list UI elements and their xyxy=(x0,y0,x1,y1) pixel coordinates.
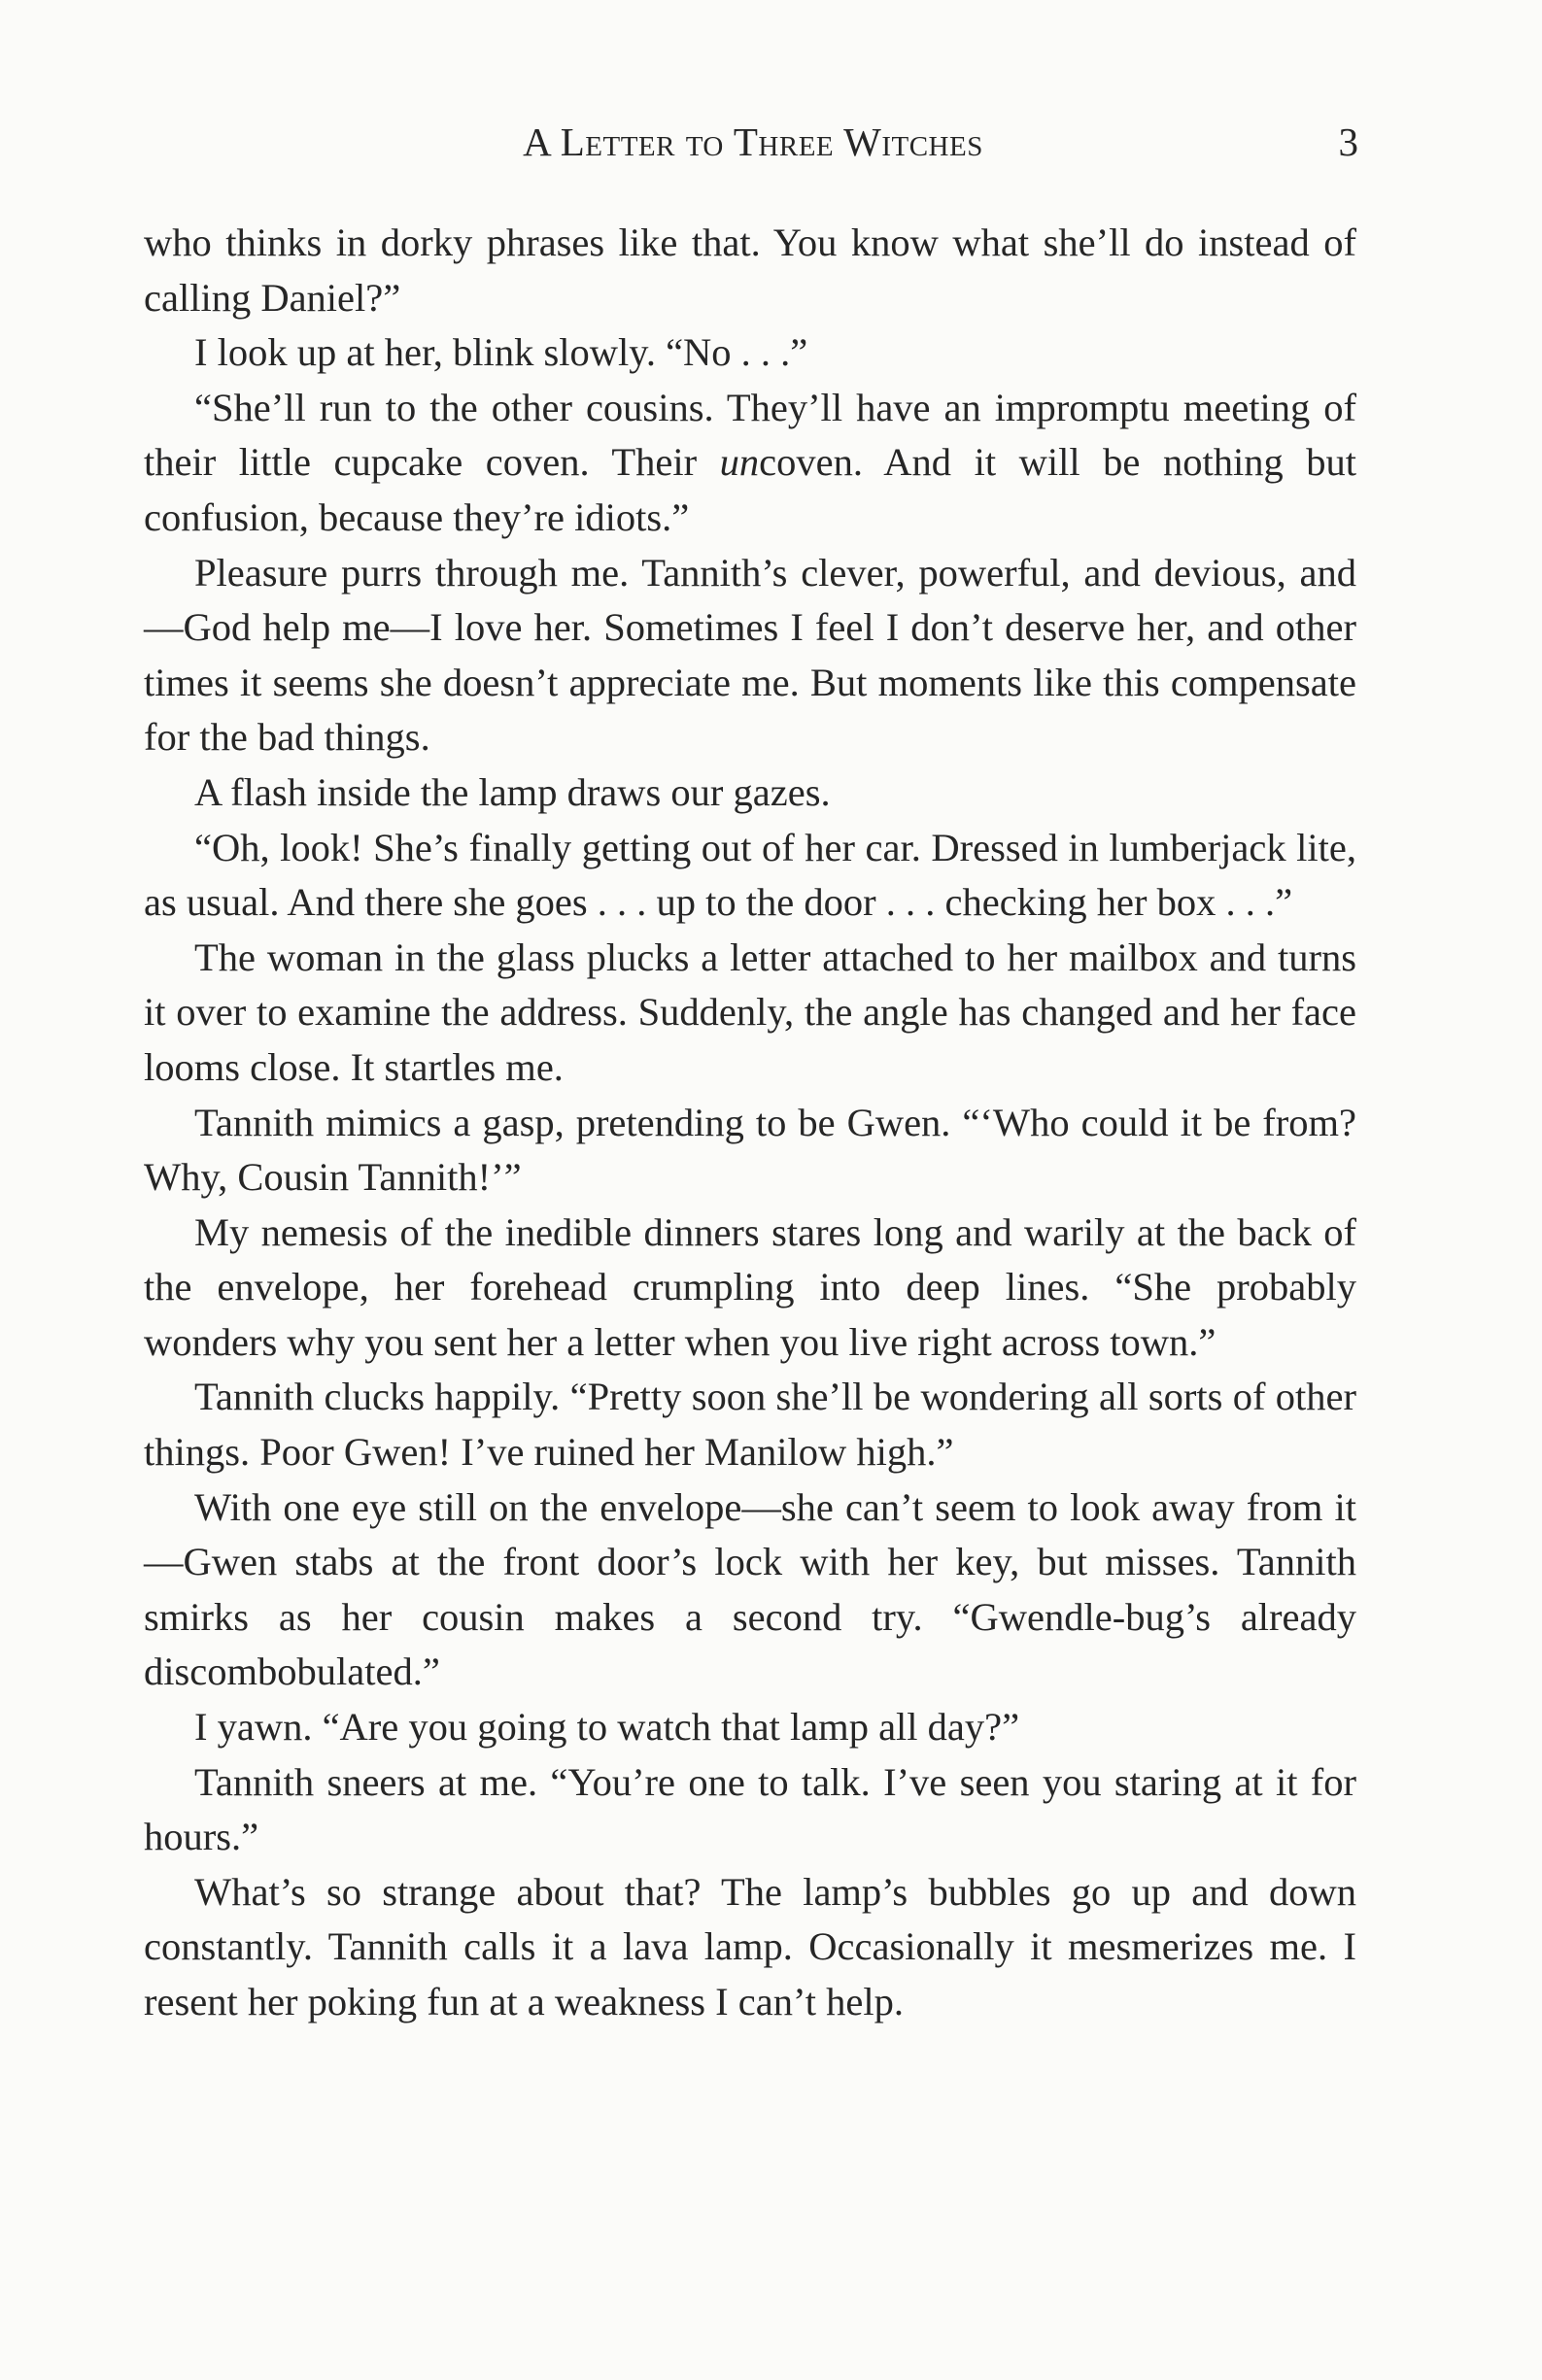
paragraph: Tannith mimics a gasp, pretending to be Gwen. “‘Who could it be from? Why, Cousin Tannith!’” xyxy=(144,1100,1356,1200)
paragraph: I look up at her, blink slowly. “No . . .” xyxy=(194,330,808,375)
paragraph: Pleasure purrs through me. Tannith’s clever, powerful, and devious, and—God help me—I love her. Sometimes I feel I don’t deserve her, and other times it seems she doesn’t appreciate me. But moments like this compensate for the bad things. xyxy=(144,550,1356,760)
paragraph: who thinks in dorky phrases like that. You know what she’ll do instead of calling Daniel?” xyxy=(144,221,1356,320)
paragraph: With one eye still on the envelope—she can’t seem to look away from it—Gwen stabs at the front door’s lock with her key, but misses. Tannith smirks as her cousin makes a second try. “Gwendle-bug’s already discombobulated.” xyxy=(144,1484,1356,1694)
paragraph: My nemesis of the inedible dinners stares long and warily at the back of the envelope, her forehead crumpling into deep lines. “She probably wonders why you sent her a letter when you live right across town.” xyxy=(144,1209,1356,1364)
page-header xyxy=(142,115,1364,169)
running-head: A Letter to Three Witches xyxy=(523,119,983,164)
paragraph: “Oh, look! She’s finally getting out of her car. Dressed in lumberjack lite, as usual. And there she goes . . . up to the door . . . checking her box . . .” xyxy=(144,825,1356,925)
paragraph xyxy=(144,381,1356,546)
paragraph-text: “She’ll run to the other cousins. They’ll have an impromptu meeting of their little cupcake coven. Their xyxy=(144,385,1356,485)
paragraph: The woman in the glass plucks a letter attached to her mailbox and turns it over to examine the address. Suddenly, the angle has changed and her face looms close. It startles me. xyxy=(144,935,1356,1089)
body-text xyxy=(144,216,1356,2030)
paragraph: I yawn. “Are you going to watch that lamp all day?” xyxy=(194,1705,1020,1750)
paragraph: Tannith clucks happily. “Pretty soon she’ll be wondering all sorts of other things. Poor Gwen! I’ve ruined her Manilow high.” xyxy=(144,1375,1356,1475)
paragraph-text: coven. And it will be nothing but confusion, because they’re idiots.” xyxy=(144,440,1356,539)
italic-emphasis: un xyxy=(719,440,760,485)
paragraph: A flash inside the lamp draws our gazes. xyxy=(194,769,831,814)
paragraph: What’s so strange about that? The lamp’s bubbles go up and down constantly. Tannith calls it a lava lamp. Occasionally it mesmerizes me. I resent her poking fun at a weakness I can’t help. xyxy=(144,1869,1356,2023)
paragraph: Tannith sneers at me. “You’re one to talk. I’ve seen you staring at it for hours.” xyxy=(144,1759,1356,1859)
page-number: 3 xyxy=(1338,119,1358,164)
